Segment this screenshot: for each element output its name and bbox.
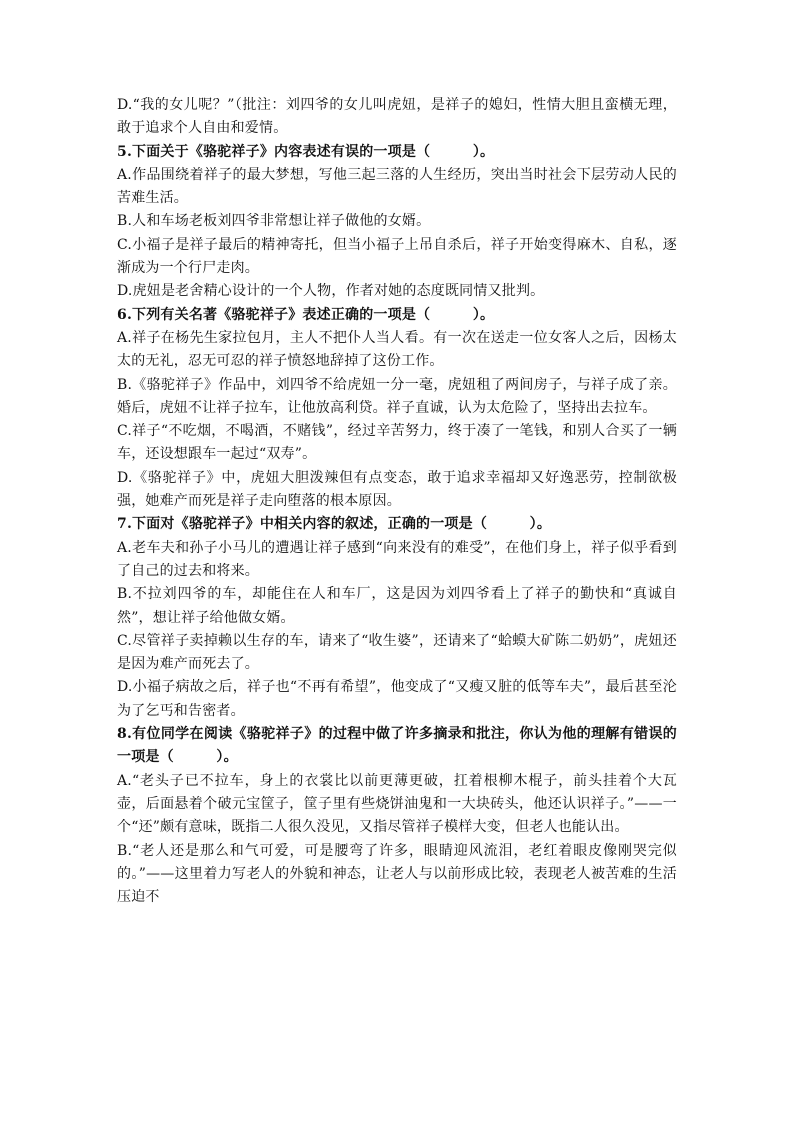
option-b-q8: B.“老人还是那么和气可爱，可是腰弯了许多，眼睛迎风流泪，老红着眼皮像刚哭完似的。”——这里着力写老人的外貌和神态，让老人与以前形成比较，表现老人被苦难的生活压迫不 xyxy=(117,842,677,906)
option-a-q7: A.老车夫和孙子小马儿的遭遇让祥子感到“向来没有的难受”，在他们身上，祥子似乎看到了自己的过去和将来。 xyxy=(117,539,677,579)
option-d-q7: D.小福子病故之后，祥子也“不再有希望”，他变成了“又瘦又脏的低等车夫”，最后甚至沦为了乞丐和告密者。 xyxy=(117,679,677,719)
option-a-q6: A.祥子在杨先生家拉包月，主人不把仆人当人看。有一次在送走一位女客人之后，因杨太太的无礼，忍无可忍的祥子愤怒地辞掉了这份工作。 xyxy=(117,329,677,370)
question-7: 7.下面对《骆驼祥子》中相关内容的叙述，正确的一项是（ ）。 xyxy=(117,516,552,533)
option-d-q4: D.“我的女儿呢？”（批注：刘四爷的女儿叫虎妞，是祥子的媳妇，性情大胆且蛮横无理，敢于追求个人自由和爱情。 xyxy=(117,97,677,137)
option-a-q5: A.作品围绕着祥子的最大梦想，写他三起三落的人生经历，突出当时社会下层劳动人民的苦难生活。 xyxy=(117,166,677,207)
option-c-q6: C.祥子“不吃烟，不喝酒，不赌钱”，经过辛苦努力，终于凑了一笔钱，和别人合买了一辆车，还设想跟车一起过“双寿”。 xyxy=(117,423,677,463)
option-a-q8: A.“老头子已不拉车，身上的衣裳比以前更薄更破，扛着根柳木棍子，前头挂着个大瓦壶，后面悬着个破元宝筐子，筐子里有些烧饼油鬼和一大块砖头，他还认识祥子。”——一个“还”颇有意味，既指二人很久没见，又指尽管祥子模样大变，但老人也能认出。 xyxy=(117,772,677,836)
option-b-q5: B.人和车场老板刘四爷非常想让祥子做他的女婿。 xyxy=(117,213,431,230)
option-d-q5: D.虎妞是老舍精心设计的一个人物，作者对她的态度既同情又批判。 xyxy=(117,283,545,300)
option-d-q6: D.《骆驼祥子》中，虎妞大胆泼辣但有点变态，敢于追求幸福却又好逸恶劳，控制欲极强，她难产而死是祥子走向堕落的根本原因。 xyxy=(117,469,677,510)
document-body xyxy=(117,94,677,909)
option-c-q7: C.尽管祥子卖掉赖以生存的车，请来了“收生婆”，还请来了“蛤蟆大矿陈二奶奶”，虎妞还是因为难产而死去了。 xyxy=(117,632,677,673)
option-b-q6: B.《骆驼祥子》作品中，刘四爷不给虎妞一分一毫，虎妞租了两间房子，与祥子成了亲。婚后，虎妞不让祥子拉车，让他放高利贷。祥子直诚，认为太危险了，坚持出去拉车。 xyxy=(117,376,677,416)
question-8: 8.有位同学在阅读《骆驼祥子》的过程中做了许多摘录和批注，你认为他的理解有错误的一项是（ ）。 xyxy=(117,726,677,766)
question-5: 5.下面关于《骆驼祥子》内容表述有误的一项是（ ）。 xyxy=(117,143,495,160)
question-6: 6.下列有关名著《骆驼祥子》表述正确的一项是（ ）。 xyxy=(117,306,495,323)
option-c-q5: C.小福子是祥子最后的精神寄托，但当小福子上吊自杀后，祥子开始变得麻木、自私，逐渐成为一个行尸走肉。 xyxy=(117,236,677,277)
option-b-q7: B.不拉刘四爷的车，却能住在人和车厂，这是因为刘四爷看上了祥子的勤快和“真诚自然”，想让祥子给他做女婿。 xyxy=(117,586,677,626)
